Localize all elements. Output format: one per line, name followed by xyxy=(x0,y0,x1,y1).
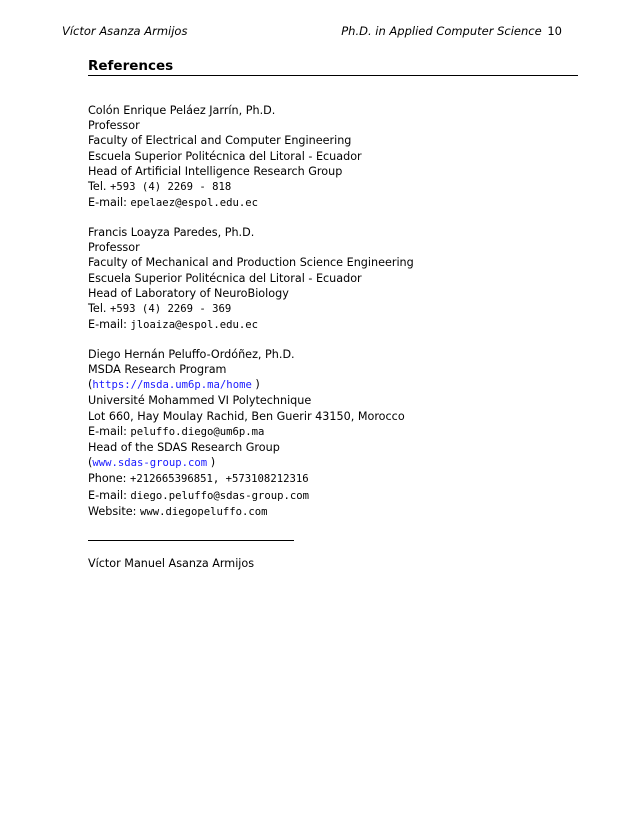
tel-label: Tel. xyxy=(88,180,107,194)
reference-address: Lot 660, Hay Moulay Rachid, Ben Guerir 43150, Morocco xyxy=(88,409,405,423)
page-header xyxy=(62,24,562,38)
email-label: E-mail: xyxy=(88,488,127,502)
phone-value: +212665396851, +573108212316 xyxy=(130,473,309,486)
reference-faculty: Faculty of Mechanical and Production Science Engineering xyxy=(88,256,414,270)
reference-tel xyxy=(88,179,578,195)
email-label: E-mail: xyxy=(88,196,127,210)
signature-name: Víctor Manuel Asanza Armijos xyxy=(88,557,255,570)
reference-institution: Escuela Superior Politécnica del Litoral - Ecuador xyxy=(88,149,362,163)
reference-email xyxy=(88,424,578,440)
reference-title: Professor xyxy=(88,241,140,255)
reference-email xyxy=(88,488,578,504)
email-value: epelaez@espol.edu.ec xyxy=(130,197,258,210)
reference-email xyxy=(88,317,578,333)
reference-program-url: (https://msda.um6p.ma/home ) xyxy=(88,378,260,392)
reference-faculty: Faculty of Electrical and Computer Engineering xyxy=(88,134,352,148)
reference-university: Université Mohammed VI Polytechnique xyxy=(88,394,312,408)
email-value: peluffo.diego@um6p.ma xyxy=(130,425,265,438)
header-program: Ph.D. in Applied Computer Science xyxy=(341,24,542,38)
group-link[interactable]: www.sdas-group.com xyxy=(92,457,208,470)
email-value: jloaiza@espol.edu.ec xyxy=(130,319,258,332)
reference-group-url: (www.sdas-group.com ) xyxy=(88,456,216,470)
phone-label: Phone: xyxy=(88,472,127,486)
references-list xyxy=(88,103,578,534)
email-value: diego.peluffo@sdas-group.com xyxy=(130,489,310,502)
header-right xyxy=(341,24,562,38)
reference-program: MSDA Research Program xyxy=(88,363,227,377)
reference-group: Head of the SDAS Research Group xyxy=(88,441,280,455)
reference-3 xyxy=(88,347,578,520)
website-label: Website: xyxy=(88,504,137,518)
header-author: Víctor Asanza Armijos xyxy=(62,24,188,38)
reference-email xyxy=(88,195,578,211)
reference-title: Professor xyxy=(88,119,140,133)
tel-value: +593 (4) 2269 - 818 xyxy=(110,181,232,194)
reference-role: Head of Artificial Intelligence Research Group xyxy=(88,164,343,178)
reference-name: Diego Hernán Peluffo-Ordóñez, Ph.D. xyxy=(88,347,295,361)
email-label: E-mail: xyxy=(88,424,127,438)
reference-website xyxy=(88,504,578,520)
reference-role: Head of Laboratory of NeuroBiology xyxy=(88,286,289,300)
program-link[interactable]: https://msda.um6p.ma/home xyxy=(92,379,252,392)
reference-institution: Escuela Superior Politécnica del Litoral - Ecuador xyxy=(88,271,362,285)
reference-name: Colón Enrique Peláez Jarrín, Ph.D. xyxy=(88,104,276,117)
signature-line xyxy=(88,540,294,541)
reference-phone xyxy=(88,471,578,487)
website-value: www.diegopeluffo.com xyxy=(139,505,268,518)
tel-value: +593 (4) 2269 - 369 xyxy=(110,302,232,315)
section-title: References xyxy=(88,58,578,76)
reference-name: Francis Loayza Paredes, Ph.D. xyxy=(88,225,255,239)
reference-2 xyxy=(88,225,578,333)
reference-1 xyxy=(88,103,578,211)
tel-label: Tel. xyxy=(88,301,107,315)
page-number: 10 xyxy=(547,24,562,38)
reference-tel xyxy=(88,301,578,317)
email-label: E-mail: xyxy=(88,318,127,332)
